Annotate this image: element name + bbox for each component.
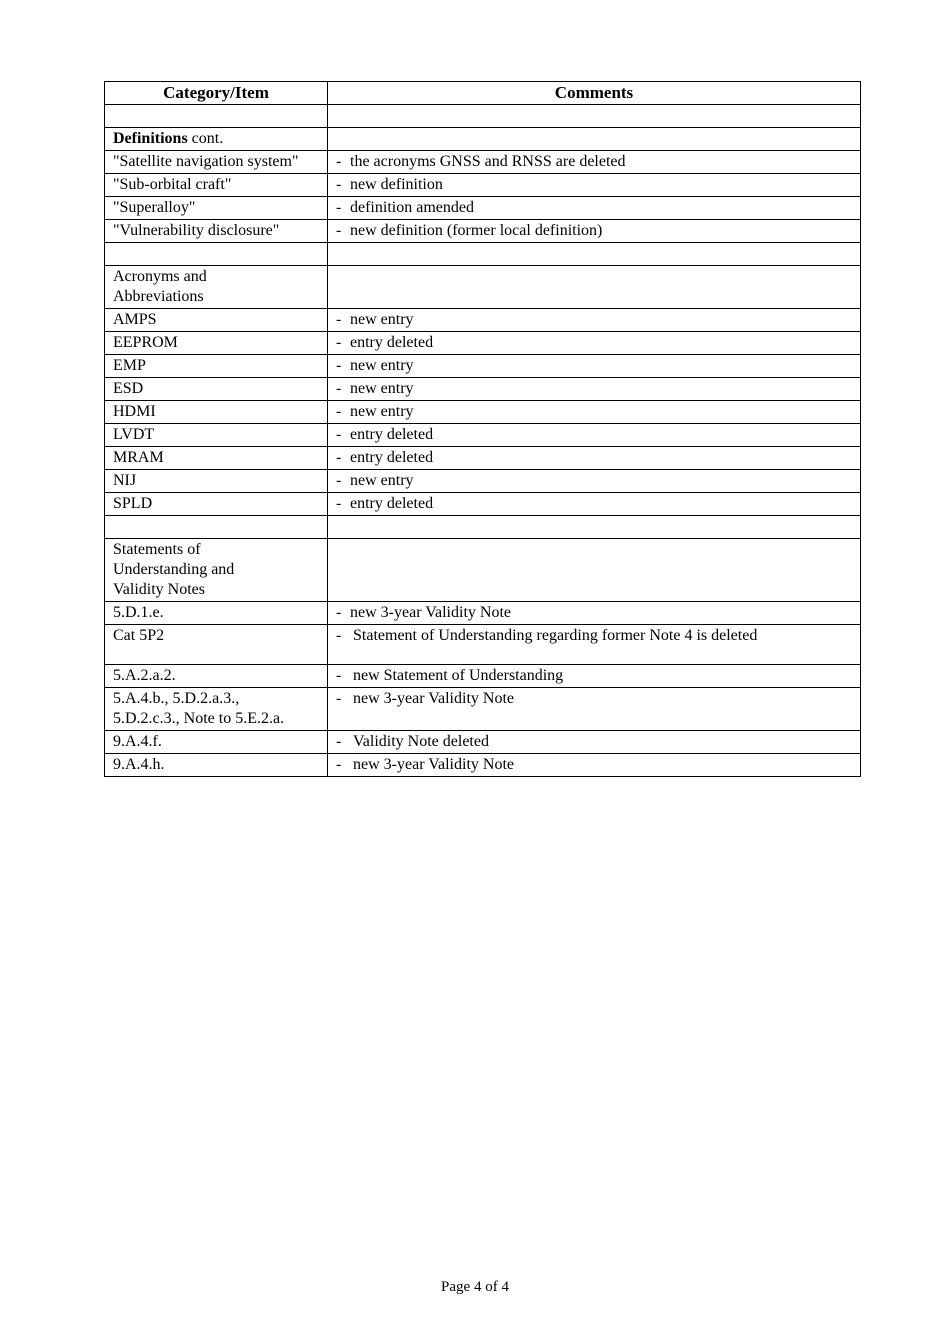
table-row: [105, 151, 861, 174]
row-comment: - new entry: [328, 401, 861, 424]
table-row: [105, 332, 861, 355]
table-row: [105, 309, 861, 332]
row-comment: - new 3-year Validity Note: [328, 602, 861, 625]
table-row: [105, 665, 861, 688]
row-comment: - new entry: [328, 309, 861, 332]
table-row: [105, 355, 861, 378]
row-comment: - the acronyms GNSS and RNSS are deleted: [328, 151, 861, 174]
table-row: [105, 447, 861, 470]
row-comment: - Statement of Understanding regarding former Note 4 is deleted: [328, 625, 861, 665]
row-comment: - entry deleted: [328, 332, 861, 355]
definitions-heading: Definitions: [113, 130, 188, 147]
statements-heading-line1: Statements of: [113, 541, 201, 558]
row-item: EMP: [105, 355, 328, 378]
row-item: 5.A.2.a.2.: [105, 665, 328, 688]
table-row: [105, 625, 861, 665]
row-item: "Vulnerability disclosure": [105, 220, 328, 243]
row-item: MRAM: [105, 447, 328, 470]
table-row: [105, 731, 861, 754]
table-row: [105, 424, 861, 447]
blank-row: [105, 243, 861, 266]
table-header-row: [105, 82, 861, 105]
row-item: LVDT: [105, 424, 328, 447]
table-row: [105, 602, 861, 625]
blank-row: [105, 105, 861, 128]
row-item: Cat 5P2: [105, 625, 328, 665]
header-comments: Comments: [328, 82, 861, 105]
table-row: [105, 470, 861, 493]
row-item: AMPS: [105, 309, 328, 332]
row-item: "Satellite navigation system": [105, 151, 328, 174]
row-comment: - new entry: [328, 470, 861, 493]
row-item: "Superalloy": [105, 197, 328, 220]
row-comment: - entry deleted: [328, 447, 861, 470]
definitions-heading-suffix: cont.: [187, 130, 224, 147]
row-item: ESD: [105, 378, 328, 401]
table-row: [105, 493, 861, 516]
section-heading-acronyms: [105, 266, 861, 309]
acronyms-heading-line2: Abbreviations: [113, 288, 204, 305]
statements-heading-line3: Validity Notes: [113, 581, 205, 598]
changes-table: [104, 81, 861, 777]
table-row: [105, 754, 861, 777]
row-item: HDMI: [105, 401, 328, 424]
row-item: 9.A.4.f.: [105, 731, 328, 754]
row-item: 5.A.4.b., 5.D.2.a.3., 5.D.2.c.3., Note to 5.E.2.a.: [105, 688, 328, 731]
table-row: [105, 197, 861, 220]
row-comment: - new definition: [328, 174, 861, 197]
row-comment: - new entry: [328, 355, 861, 378]
row-comment: - new 3-year Validity Note: [328, 754, 861, 777]
table-row: [105, 688, 861, 731]
table-row: [105, 174, 861, 197]
row-comment: - new Statement of Understanding: [328, 665, 861, 688]
section-heading-statements: [105, 539, 861, 602]
table-row: [105, 220, 861, 243]
blank-row: [105, 516, 861, 539]
row-comment: - new 3-year Validity Note: [328, 688, 861, 731]
row-comment: - Validity Note deleted: [328, 731, 861, 754]
statements-heading-line2: Understanding and: [113, 561, 235, 578]
table-row: [105, 401, 861, 424]
row-item: 5.D.1.e.: [105, 602, 328, 625]
row-item: NIJ: [105, 470, 328, 493]
row-item: SPLD: [105, 493, 328, 516]
section-heading-definitions: [105, 128, 861, 151]
row-item: 9.A.4.h.: [105, 754, 328, 777]
header-category-item: Category/Item: [105, 82, 328, 105]
row-comment: - definition amended: [328, 197, 861, 220]
page-number: Page 4 of 4: [441, 1279, 509, 1295]
row-comment: - new entry: [328, 378, 861, 401]
row-item: "Sub-orbital craft": [105, 174, 328, 197]
row-comment: - entry deleted: [328, 493, 861, 516]
row-comment: - new definition (former local definition): [328, 220, 861, 243]
row-item: EEPROM: [105, 332, 328, 355]
row-comment: - entry deleted: [328, 424, 861, 447]
table-row: [105, 378, 861, 401]
acronyms-heading-line1: Acronyms and: [113, 268, 207, 285]
